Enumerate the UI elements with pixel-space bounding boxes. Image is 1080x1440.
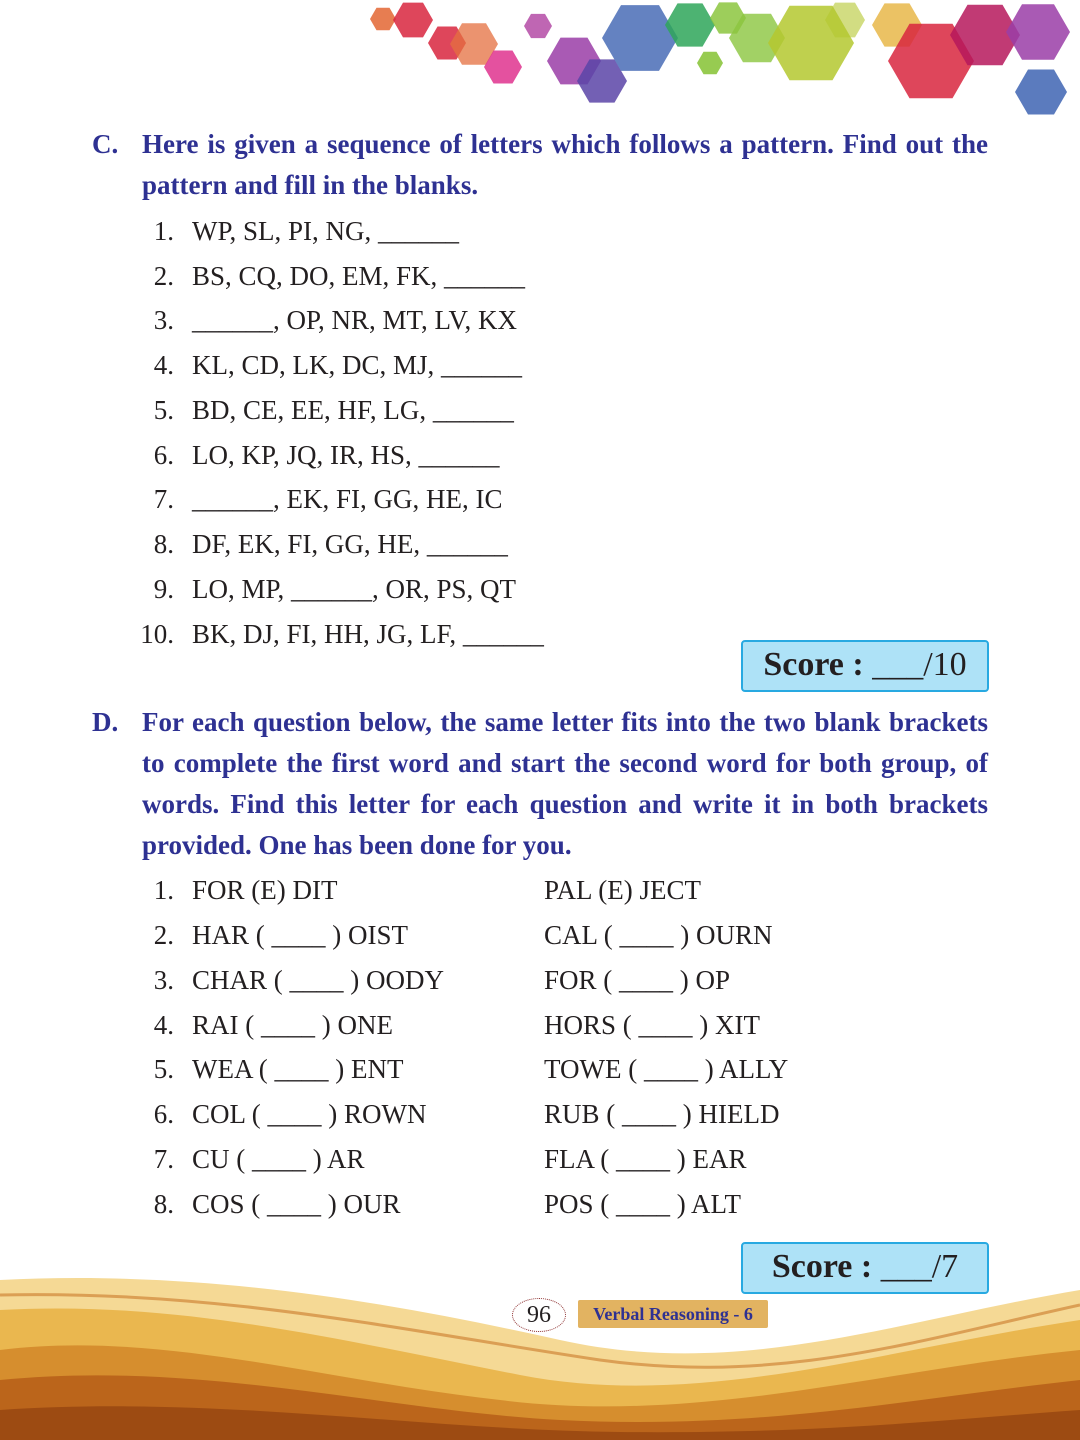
item-number: 7. — [153, 1144, 174, 1174]
item-number: 1. — [153, 875, 174, 905]
item-number: 5. — [153, 1054, 174, 1084]
word-pair-left: WEA ( ____ ) ENT — [192, 1054, 404, 1084]
sequence-text: LO, KP, JQ, IR, HS, ______ — [192, 440, 500, 470]
word-pair-left: CHAR ( ____ ) OODY — [192, 965, 444, 995]
item-number: 8. — [153, 529, 174, 559]
sequence-text: BK, DJ, FI, HH, JG, LF, ______ — [192, 619, 544, 649]
word-pair-right: TOWE ( ____ ) ALLY — [544, 1054, 789, 1084]
word-pair-right: RUB ( ____ ) HIELD — [544, 1099, 780, 1129]
section-d-instruction: For each question below, the same letter fits into the two blank brackets to complete the first word and start the second word for both group, of words. Find this letter for each question and write it in both brackets provided. One has been done for you. — [142, 707, 988, 860]
item-number: 2. — [153, 920, 174, 950]
section-d-letter: D. — [92, 707, 119, 737]
score-value: ___/7 — [880, 1248, 959, 1285]
word-pair-right: PAL (E) JECT — [544, 875, 702, 905]
score-label: Score : — [771, 1248, 873, 1285]
score-label: Score : — [763, 646, 864, 683]
item-number: 1. — [153, 216, 174, 246]
section-c-letter: C. — [92, 129, 119, 159]
sequence-text: ______, EK, FI, GG, HE, IC — [192, 484, 503, 514]
word-pair-left: COS ( ____ ) OUR — [192, 1189, 401, 1219]
section-c-instruction: Here is given a sequence of letters which follows a pattern. Find out the pattern and fill in the blanks. — [142, 129, 988, 200]
sequence-text: KL, CD, LK, DC, MJ, ______ — [192, 350, 523, 380]
item-number: 7. — [153, 484, 174, 514]
section-d-heading — [92, 702, 988, 866]
word-pair-left: CU ( ____ ) AR — [192, 1144, 365, 1174]
sequence-text: BD, CE, EE, HF, LG, ______ — [192, 395, 514, 425]
word-pair-left: COL ( ____ ) ROWN — [192, 1099, 427, 1129]
item-number: 10. — [140, 619, 174, 649]
item-number: 8. — [153, 1189, 174, 1219]
item-number: 4. — [153, 1010, 174, 1040]
score-value: ___/10 — [872, 646, 967, 683]
word-pair-right: HORS ( ____ ) XIT — [544, 1010, 760, 1040]
word-pair-right: FLA ( ____ ) EAR — [544, 1144, 747, 1174]
word-pair-left: HAR ( ____ ) OIST — [192, 920, 408, 950]
word-pair-left: RAI ( ____ ) ONE — [192, 1010, 393, 1040]
word-pair-left: FOR (E) DIT — [192, 875, 338, 905]
item-number: 4. — [153, 350, 174, 380]
item-number: 3. — [153, 305, 174, 335]
top-hexagon-decoration — [0, 0, 1080, 130]
item-number: 3. — [153, 965, 174, 995]
section-c-heading — [92, 124, 988, 206]
sequence-text: BS, CQ, DO, EM, FK, ______ — [192, 261, 526, 291]
item-number: 2. — [153, 261, 174, 291]
word-pair-right: FOR ( ____ ) OP — [544, 965, 731, 995]
word-pair-right: CAL ( ____ ) OURN — [544, 920, 773, 950]
score-box-d — [741, 1242, 989, 1294]
item-number: 6. — [153, 440, 174, 470]
sequence-text: WP, SL, PI, NG, ______ — [192, 216, 460, 246]
item-number: 6. — [153, 1099, 174, 1129]
item-number: 5. — [153, 395, 174, 425]
word-pair-right: POS ( ____ ) ALT — [544, 1189, 742, 1219]
score-box-c — [741, 640, 989, 692]
sequence-text: DF, EK, FI, GG, HE, ______ — [192, 529, 508, 559]
sequence-text: ______, OP, NR, MT, LV, KX — [192, 305, 518, 335]
item-number: 9. — [153, 574, 174, 604]
page-number: 96 — [512, 1298, 566, 1332]
sequence-text: LO, MP, ______, OR, PS, QT — [192, 574, 517, 604]
book-title: Verbal Reasoning - 6 — [578, 1300, 768, 1328]
